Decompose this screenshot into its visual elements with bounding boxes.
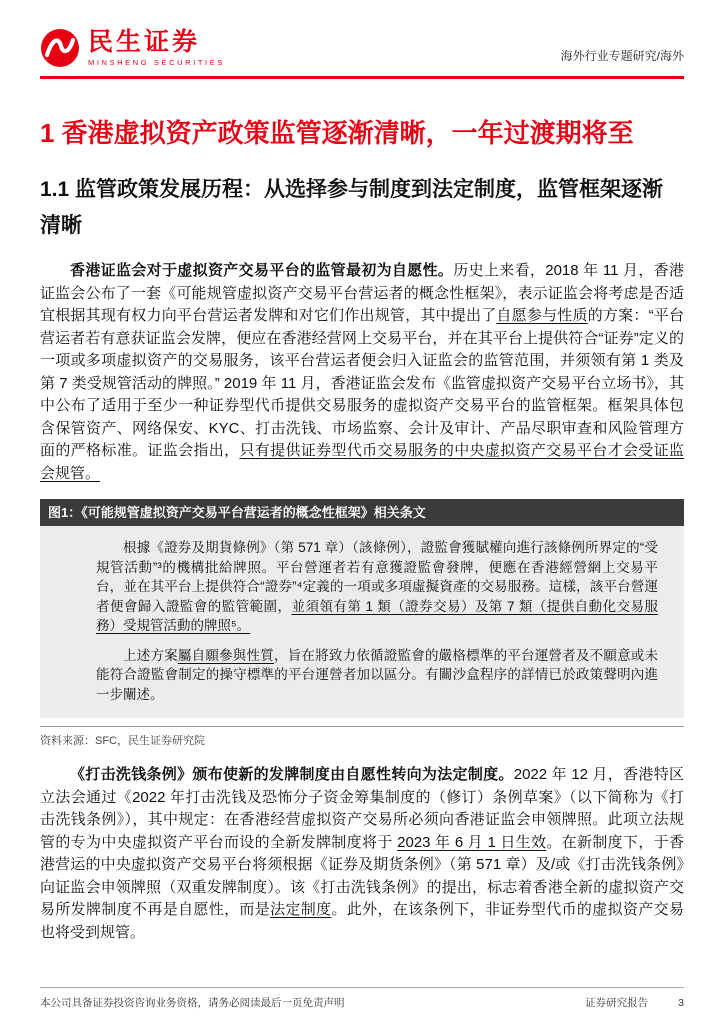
text-run: 自愿参与性质 [496,307,588,324]
footer-right-group [585,995,684,1010]
figure-source: 资料来源：SFC，民生证券研究院 [40,726,684,748]
text-run: 香港证监会对于虚拟资产交易平台的监管最初为自愿性。 [70,262,454,279]
text-run: 2023 年 6 月 1 日生效 [397,833,547,851]
figure-paragraph-2 [96,646,658,705]
paragraph-2 [40,764,684,944]
text-run: 只有提供证券型代币交易服务的中央虚拟资产交易平台才会受证监会规管。 [40,442,684,482]
text-run: 《打击洗钱条例》颁布使新的发牌制度由自愿性转向为法定制度。 [70,766,514,783]
page-footer [40,987,684,1010]
page-content [40,0,684,944]
footer-report-type: 证券研究报告 [585,997,649,1009]
report-category-label: 海外行业专题研究/海外 [560,49,684,63]
page-number: 3 [678,997,684,1009]
brand-text [88,27,225,67]
figure-paragraph-1 [96,538,658,636]
text-run: 屬自願參與性質 [177,647,274,663]
minsheng-logo-icon [40,28,80,68]
figure-1-caption: 图1：《可能规管虚拟资产交易平台营运者的概念性框架》相关条文 [40,499,684,526]
text-run: 历史上来看，2018 年 11 月，香港证监会公布了一套《可能规管虚拟资产交易平台营运者的概念性框架》，表示证监会将考虑是否适宜根据其现有权力向平台营运者发牌和对它们作出规管，其中提出了 [40,262,684,324]
text-run: ，旨在將致力依循證監會的嚴格標準的平台運營者及不願意或未能符合證監會制定的操守標準的平台運營者加以區分。有關沙盒程序的詳情已於政策聲明內進一步闡述。 [96,647,659,702]
brand-block [40,28,225,68]
subsection-heading: 1.1 监管政策发展历程：从选择参与制度到法定制度，监管框架逐渐清晰 [40,178,664,237]
header-rule [40,76,684,79]
brand-name-cn: 民生证券 [88,27,201,56]
figure-1-body [40,526,684,718]
paragraph-1 [40,260,684,485]
text-run: 根據《證券及期貨條例》（第 571 章）（該條例），證監會獲賦權向進行該條例所界定的“受規管活動”³的機構批給牌照。平台營運者若有意獲證監會發牌，便應在香港經營網上交易平台，並在其平台上提供符合“證券”⁴定義的一項或多項虛擬資產的交易服務。這樣，該平台營運者便會歸入證監會的監管範圍， [96,540,658,614]
text-run: 的方案：“平台营运者若有意获证监会发牌，便应在香港经营网上交易平台，并在其平台上提供符合“证券”定义的一项或多项虚拟资产的交易服务，该平台营运者便会归入证监会的监管范围，并须领有第 1 类及第 7 类受规管活动的牌照。” 2019 年 11 月，香港证监会发布《监管虚拟资产交易平台立场书》，其中公布了适用于至少一种证券型代币提供交易服务的虚拟资产交易平台的监管框架。框架具体包含保管资产、网络保安、KYC、打击洗钱、市场监察、会计及审计、产品尽职审查和风险管理方面的严格标准。证监会指出， [40,307,684,459]
text-run: 。在新制度下，于香港营运的中央虚拟资产交易平台将须根据《证券及期货条例》（第 571 章）及/或《打击洗钱条例》向证监会申领牌照（双重发牌制度）。该《打击洗钱条例》的提出，标志着香港全新的虚拟资产交易所发牌制度不再是自愿性，而是 [40,833,684,918]
figure-1 [40,499,684,748]
text-run: 法定制度 [270,901,332,918]
page-header [40,0,684,68]
text-run: 。此外，在该条例下，非证券型代币的虚拟资产交易也将受到规管。 [40,901,684,941]
brand-name-en: MINSHENG SECURITIES [88,57,225,67]
text-run: 2022 年 12 月，香港特区立法会通过《2022 年打击洗钱及恐怖分子资金筹集制度的（修订）条例草案》（以下简称为《打击洗钱条例》），其中规定：在香港经营虚拟资产交易所必须向香港证监会申领牌照。此项立法规管的专为中央虚拟资产平台而设的全新发牌制度将于 [40,766,684,851]
text-run: 並須領有第 1 類（證券交易）及第 7 類（提供自動化交易服務）受規管活動的牌照⁵。 [96,598,658,633]
footer-disclaimer: 本公司具备证券投资咨询业务资格，请务必阅读最后一页免责声明 [40,997,345,1009]
section-title: 1 香港虚拟资产政策监管逐渐清晰，一年过渡期将至 [40,118,634,148]
text-run: 上述方案 [123,647,178,663]
